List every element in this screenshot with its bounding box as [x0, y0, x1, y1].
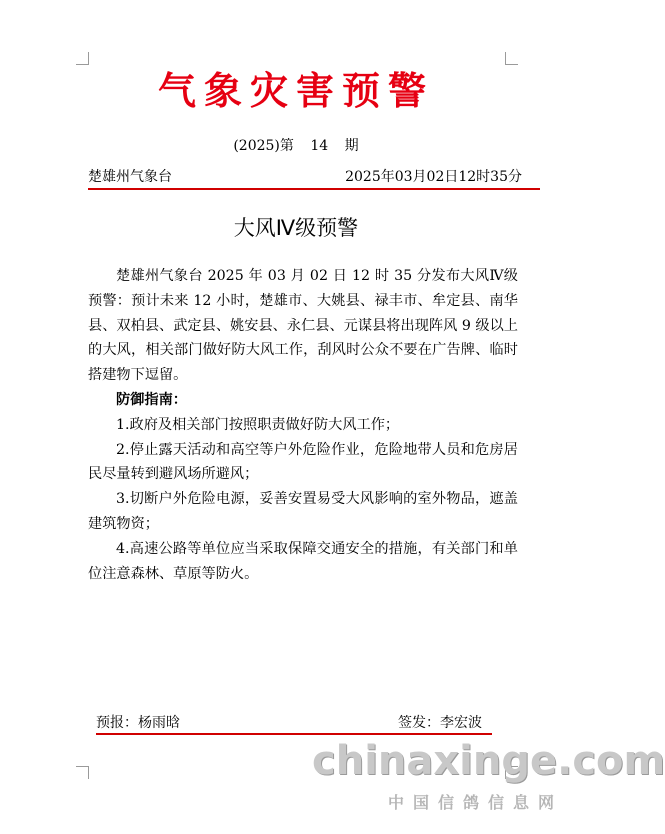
guide-item-1: 1.政府及相关部门按照职责做好防大风工作；: [116, 416, 400, 433]
watermark-name: 中国信鸽信息网: [388, 793, 564, 812]
guide-item-4: 4.高速公路等单位应当采取保障交通安全的措施，有关部门和单位注意森林、草原等防火。: [88, 540, 518, 582]
warning-headline: 大风Ⅳ级预警: [233, 216, 359, 240]
document-title: 气象灾害预警: [157, 69, 434, 113]
crop-mark-bottom-left: [76, 766, 89, 779]
forecaster: 预报：杨雨晗: [96, 715, 180, 731]
issuing-department: 楚雄州气象台: [88, 169, 172, 185]
warning-paragraph: 楚雄州气象台 2025 年 03 月 02 日 12 时 35 分发布大风Ⅳ级预警：预计未来 12 小时，楚雄市、大姚县、禄丰市、牟定县、南华县、双柏县、武定县、姚安县、永仁县、元谋县将出现阵风 9 级以上的大风，相关部门做好防大风工作，刮风时公众不要在广告牌、临时搭建物下逗留。: [88, 268, 518, 384]
issue-year: (2025)第: [233, 138, 294, 154]
guide-heading: 防御指南：: [116, 391, 187, 408]
watermark-site: chinaxinge.com: [312, 738, 665, 784]
issue-number: 14: [310, 138, 329, 154]
warning-body: [88, 264, 518, 586]
footer-divider: [96, 733, 492, 735]
issue-datetime: 2025年03月02日12时35分: [345, 169, 522, 185]
header-divider: [88, 188, 540, 190]
guide-item-3: 3.切断户外危险电源，妥善安置易受大风影响的室外物品，遮盖建筑物资；: [88, 491, 518, 532]
issue-line: [0, 135, 592, 155]
guide-item-2: 2.停止露天活动和高空等户外危险作业，危险地带人员和危房居民尽量转到避风场所避风；: [88, 441, 518, 483]
signer: 签发：李宏波: [398, 715, 482, 731]
issue-suffix: 期: [344, 138, 359, 154]
